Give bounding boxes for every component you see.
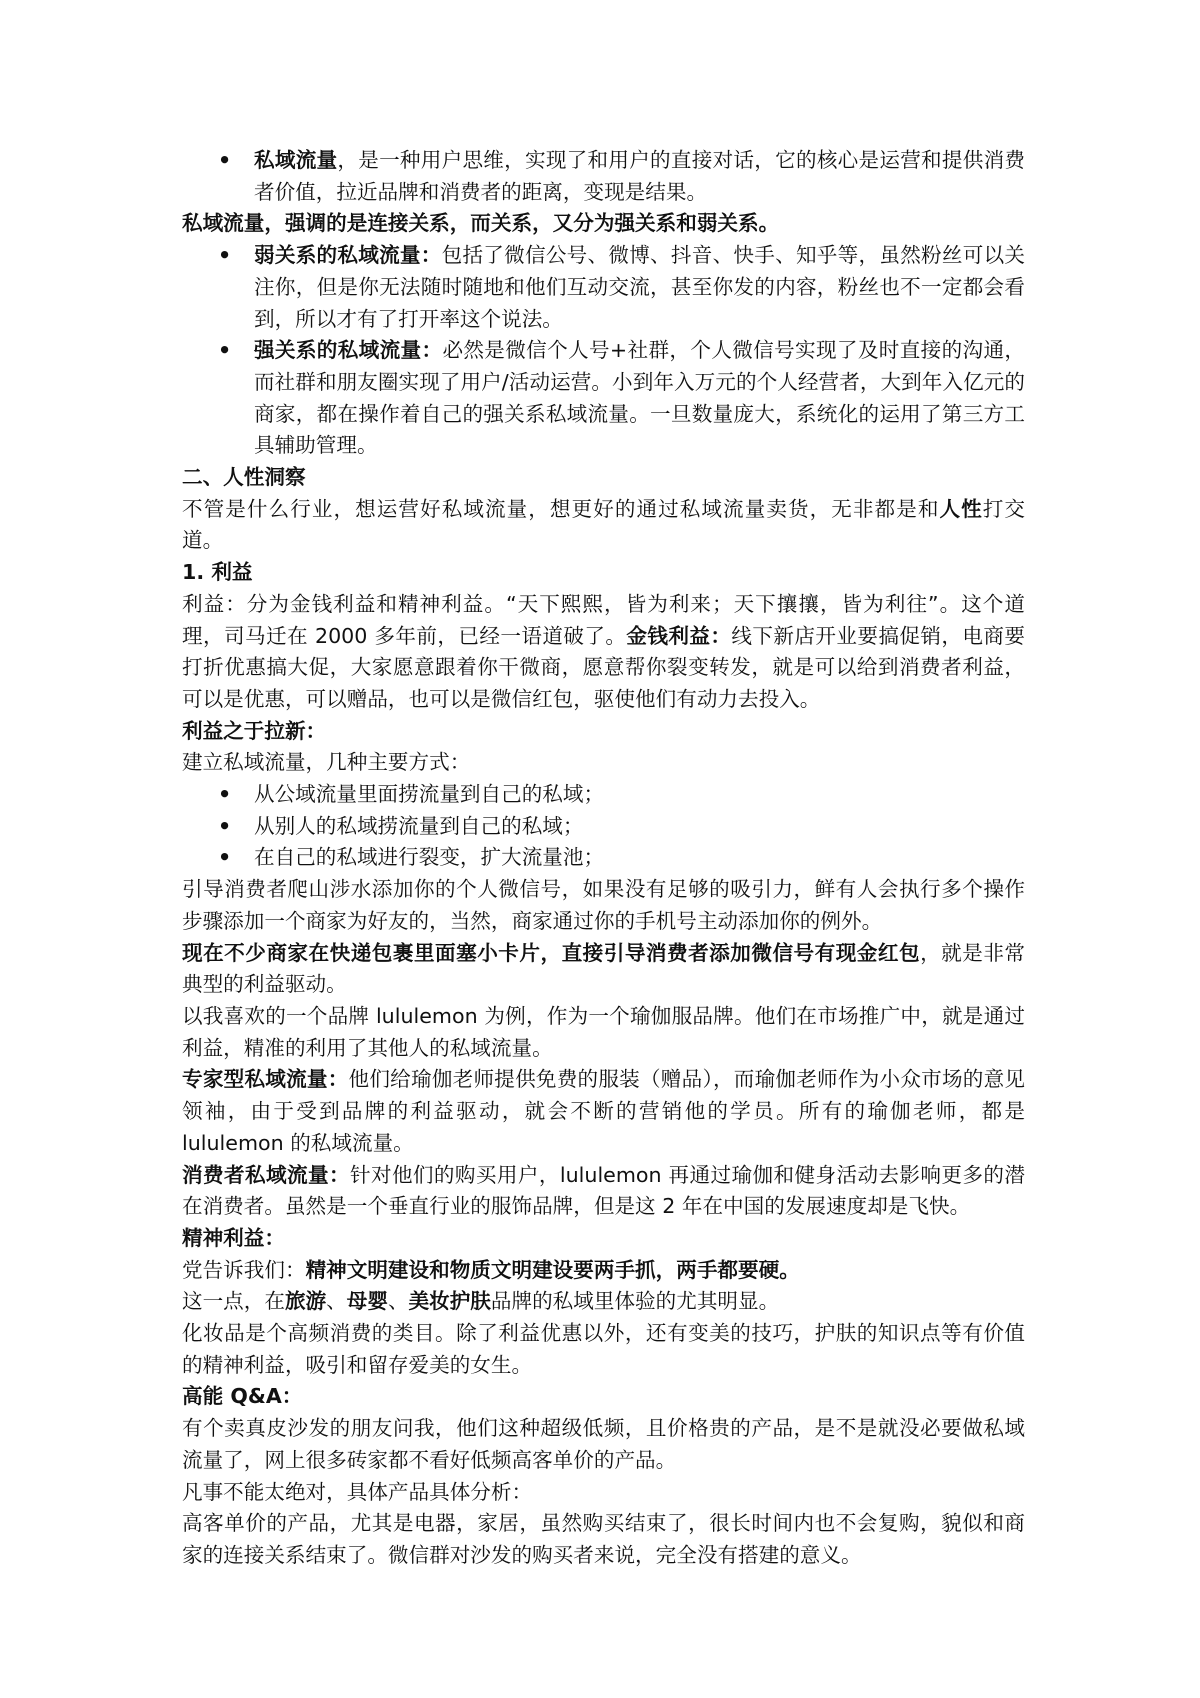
bold-text: 1. 利益 [182, 560, 253, 585]
paragraph [182, 1064, 1025, 1159]
bold-text: 精神文明建设和物质文明建设要两手抓，两手都要硬。 [305, 1257, 800, 1282]
bold-text: 弱关系的私域流量： [254, 243, 442, 268]
bullet-item [182, 779, 1025, 811]
bold-text: 母婴 [346, 1289, 388, 1314]
bold-text: 金钱利益： [626, 623, 732, 648]
text-run: ，是一种用户思维，实现了和用户的直接对话，它的核心是运营和提供消费者价值，拉近品牌和消费者的距离，变现是结果。 [254, 148, 1026, 204]
text-run: 品牌的私域里体验的尤其明显。 [490, 1289, 780, 1314]
bullet-item [182, 811, 1025, 843]
bold-text: 人性 [939, 496, 983, 521]
text-run: 凡事不能太绝对，具体产品具体分析： [182, 1479, 533, 1504]
paragraph [182, 1255, 1025, 1287]
text-run: 建立私域流量，几种主要方式： [182, 750, 471, 775]
paragraph [182, 716, 1025, 748]
bold-text: 私域流量 [254, 148, 338, 172]
bold-text: 旅游 [284, 1289, 327, 1314]
text-run: 高客单价的产品，尤其是电器，家居，虽然购买结束了，很长时间内也不会复购，貌似和商家的连接关系结束了。微信群对沙发的购买者来说，完全没有搭建的意义。 [182, 1511, 1025, 1567]
bold-text: 二、人性洞察 [182, 465, 306, 490]
text-run: ，就是非常典型的利益驱动。 [182, 940, 1026, 997]
text-run: 针对他们的购买用户，lululemon 再通过瑜伽和健身活动去影响更多的潜在消费者。虽然是一个垂直行业的服饰品牌，但是这 2 年在中国的发展速度却是飞快。 [182, 1162, 1025, 1219]
paragraph [182, 1286, 1025, 1318]
paragraph [182, 557, 1025, 589]
paragraph [182, 1318, 1025, 1381]
paragraph [182, 462, 1025, 494]
bold-text: 消费者私域流量： [182, 1162, 350, 1187]
text-run: 、 [326, 1289, 347, 1314]
paragraph [182, 1413, 1025, 1476]
bullet-item [182, 145, 1025, 208]
document-page [182, 145, 1025, 1572]
text-run: 有个卖真皮沙发的朋友问我，他们这种超级低频，且价格贵的产品，是不是就没必要做私域流量了，网上很多砖家都不看好低频高客单价的产品。 [182, 1416, 1025, 1472]
bullet-item [182, 240, 1025, 335]
paragraph [182, 494, 1025, 557]
text-run: 从公域流量里面捞流量到自己的私域； [254, 782, 605, 807]
bullet-item [182, 842, 1025, 874]
paragraph [182, 874, 1025, 937]
paragraph [182, 1381, 1025, 1413]
text-run: 这一点，在 [182, 1289, 285, 1314]
bold-text: 现在不少商家在快递包裹里面塞小卡片，直接引导消费者添加微信号有现金红包 [182, 940, 921, 965]
text-run: 利益：分为金钱利益和精神利益。“天下熙熙，皆为利来；天下攘攘，皆为利往”。这个道理，司马迁在 2000 多年前，已经一语道破了。 [182, 591, 1025, 648]
paragraph [182, 1477, 1025, 1509]
bold-text: 精神利益： [182, 1225, 285, 1250]
paragraph [182, 747, 1025, 779]
paragraph [182, 589, 1025, 716]
paragraph [182, 1001, 1025, 1064]
text-run: 他们给瑜伽老师提供免费的服装（赠品），而瑜伽老师作为小众市场的意见领袖，由于受到品牌的利益驱动，就会不断的营销他的学员。所有的瑜伽老师，都是 lululemon 的私域流量。 [182, 1067, 1025, 1155]
paragraph [182, 208, 1025, 240]
paragraph [182, 938, 1025, 1001]
bold-text: 私域流量，强调的是连接关系，而关系，又分为强关系和弱关系。 [182, 211, 780, 236]
paragraph [182, 1160, 1025, 1223]
bold-text: 美妆护肤 [408, 1289, 491, 1314]
text-run: 引导消费者爬山涉水添加你的个人微信号，如果没有足够的吸引力，鲜有人会执行多个操作步骤添加一个商家为好友的，当然，商家通过你的手机号主动添加你的例外。 [182, 877, 1025, 933]
text-run: 以我喜欢的一个品牌 lululemon 为例，作为一个瑜伽服品牌。他们在市场推广中，就是通过利益，精准的利用了其他人的私域流量。 [182, 1003, 1025, 1060]
bullet-item [182, 335, 1025, 462]
text-run: 线下新店开业要搞促销，电商要打折优惠搞大促，大家愿意跟着你干微商，愿意帮你裂变转发，就是可以给到消费者利益，可以是优惠，可以赠品，也可以是微信红包，驱使他们有动力去投入。 [182, 623, 1026, 711]
text-run: 、 [387, 1289, 409, 1314]
paragraph [182, 1223, 1025, 1255]
bold-text: 专家型私域流量： [182, 1067, 349, 1092]
text-run: 化妆品是个高频消费的类目。除了利益优惠以外，还有变美的技巧，护肤的知识点等有价值的精神利益，吸引和留存爱美的女生。 [182, 1321, 1025, 1377]
text-run: 从别人的私域捞流量到自己的私域； [254, 813, 584, 838]
text-run: 打交道。 [182, 496, 1026, 553]
text-run: 党告诉我们： [182, 1257, 306, 1282]
text-run: 必然是微信个人号+社群，个人微信号实现了及时直接的沟通，而社群和朋友圈实现了用户/活动运营。小到年入万元的个人经营者，大到年入亿元的商家，都在操作着自己的强关系私域流量。一旦数量庞大，系统化的运用了第三方工具辅助管理。 [254, 338, 1025, 458]
text-run: 包括了微信公号、微博、抖音、快手、知乎等，虽然粉丝可以关注你，但是你无法随时随地和他们互动交流，甚至你发的内容，粉丝也不一定都会看到，所以才有了打开率这个说法。 [254, 243, 1026, 331]
bold-text: 高能 Q&A： [182, 1384, 303, 1409]
text-run: 不管是什么行业，想运营好私域流量，想更好的通过私域流量卖货，无非都是和 [182, 496, 940, 521]
paragraph [182, 1508, 1025, 1571]
bold-text: 利益之于拉新： [182, 718, 327, 743]
text-run: 在自己的私域进行裂变，扩大流量池； [254, 845, 605, 870]
bold-text: 强关系的私域流量： [254, 338, 443, 363]
